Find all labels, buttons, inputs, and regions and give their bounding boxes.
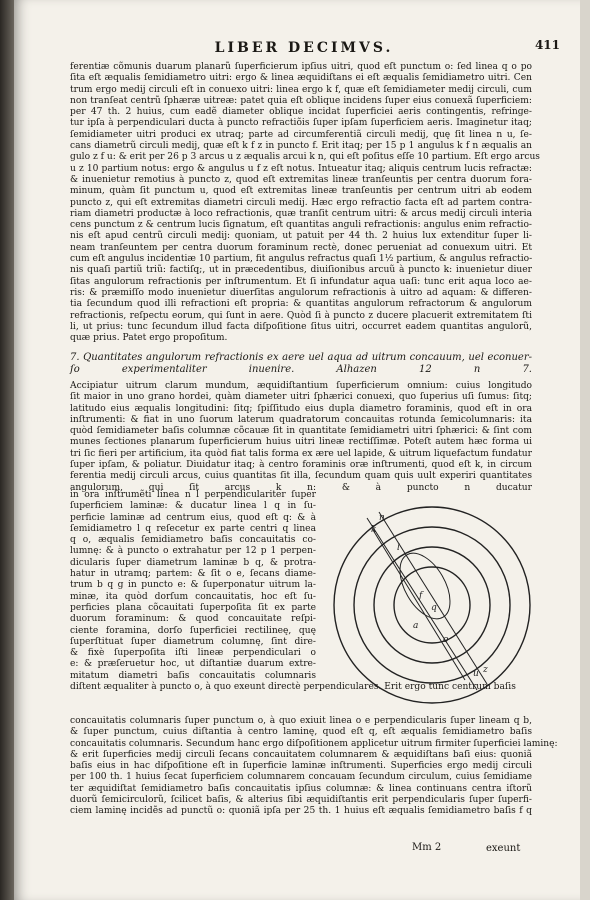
- text-line: ſuper ipſam, & poliatur. Diuidatur itaq; à centro foraminis oræ inſtrumenti, quod eſt k, in circum: [70, 460, 532, 471]
- text-line: ferentiæ cõmunis duarum planarũ ſuperficierum ipſius uitri, quod eſt punctum o: ſed linea q o po: [70, 62, 532, 72]
- text-line: li, ut prius: tunc ſecundum illud facta diſpoſitione ſitus uitri, occurret eadem quantitas angulorũ,: [70, 321, 532, 332]
- text-line: ferentia medij circuli arcus, cuius quantitas ſit illa, ſecundum quam quis uult experiri quantitates: [70, 471, 532, 482]
- text-line: ter æquidiſtat ſemidiametro baſis concauitatis ipſius columnæ: & linea continuans centra iſtorũ: [70, 783, 532, 794]
- text-line: ciem laminę incidẽs ad punctũ o: quoniã ipſa per 25 th. 1 huius eſt æqualis ſemidiametro baſis f q: [70, 806, 532, 817]
- page-number: 411: [534, 38, 560, 52]
- text-line: Accipiatur uitrum clarum mundum, æquidiſtantium ſuperficierum omnium: cuius longitudo: [70, 381, 532, 391]
- text-line: quòd ſemidiameter baſis columnæ cõcauæ ſit in quantitate ſemidiametri uitri ſphærici: & ſint com: [70, 426, 532, 437]
- text-line: cum eſt angulus incidentiæ 10 partium, fit angulus refractus quaſi 1½ partium, & angulus refractio-: [70, 254, 533, 265]
- catchword: exeunt: [486, 843, 521, 854]
- diameter-line: [367, 518, 477, 690]
- text-line: duorum foraminum: & quod concauitate reſpi-: [70, 614, 316, 625]
- text-line: diſtent æqualiter à puncto o, à quo exeunt directè perpendiculares. Erit ergo tunc centrum baſis: [70, 682, 516, 693]
- text-line: trum b q g in puncto e: & ſuperponatur uitrum la-: [70, 580, 316, 591]
- text-line: & fixè ſuperpoſita iſti lineæ perpendiculari o: [70, 648, 316, 659]
- text-line: lumnę: & à puncto o extrahatur per 12 p 1 perpen-: [70, 546, 316, 557]
- paragraph-4: [70, 716, 558, 818]
- text-line: per 47 th. 2 huius, cum eadẽ diameter oblique incidat ſuperficiei aeris contingentis, refringe-: [70, 107, 532, 118]
- book-page: [14, 0, 580, 900]
- text-line: concauitatis columnaris. Secundum hanc ergo diſpoſitionem applicetur uitrum firmiter ſuperficiei laminę:: [70, 738, 558, 749]
- text-line: e: & præſeruetur hoc, ut diſtantiæ duarum extre-: [70, 659, 316, 670]
- text-line: mitatum diametri baſis concauitatis columnaris: [70, 670, 316, 681]
- text-line: ſita eſt æqualis ſemidiametro uitri: ergo & linea æquidiſtans ei eſt æqualis ſemidiametro uitri. Cen: [70, 73, 532, 84]
- label-a: a: [413, 621, 419, 631]
- text-line: latitudo eius æqualis longitudini: ſitq; ſpiſſitudo eius dupla diametro foraminis, quod eſt in ora: [70, 403, 532, 414]
- text-line: angulorum, qui ſit arcus k n: & à puncto n ducatur: [70, 482, 532, 493]
- paragraph-2: [70, 381, 532, 494]
- label-f: f: [419, 591, 423, 601]
- text-line: refractionis, reſpectu eorum, qui ſunt in aere. Quòd ſi à puncto z ducere placuerit extremitatem ſti: [70, 310, 532, 321]
- text-line: concauitatis columnaris ſuper punctum o, à quo exiuit linea o e perpendicularis ſuper lineam q b,: [70, 716, 532, 726]
- text-line: hatur in utramq; partem: & ſit o e, ſecans diame-: [70, 569, 316, 580]
- label-l: l: [397, 543, 400, 553]
- text-line: neam tranſeuntem per centra duorum foraminum rectè, donec perueniat ad conuexum uitri. Et: [70, 242, 532, 253]
- text-line: perficies plana cõcauitati ſuperpoſita ſit ex parte: [70, 602, 316, 613]
- text-line: cens punctum z & centrum lucis ſignatum, eſt quantitas anguli refractionis: angulus enim refractio-: [70, 220, 532, 231]
- text-line: perficie laminæ ad centrum eius, quod eſt q: & à: [70, 512, 316, 523]
- label-n: n: [379, 513, 385, 523]
- text-line: tur ipſa à perpendiculari ducta à puncto refractiõis ſuper ipſam ſuperficiem aeris. Imaginetur itaq;: [70, 118, 532, 129]
- text-line: ſitas angulorum refractionis per inſtrumentum. Et ſi infundatur aqua uaſi: tunc erit aqua loco ae-: [70, 276, 532, 287]
- text-line: nis quaſi partiũ triũ: factiſq;, ut in præcedentibus, diuiſionibus arcuũ à puncto k: inuenietur diuer: [70, 265, 532, 276]
- heading-line: ſo experimentaliter inuenire. Alhazen 12 n 7.: [70, 364, 532, 375]
- concentric-circles-diagram: [327, 490, 537, 710]
- text-line: ciente foramina, dorſo ſuperficiei rectilineę, quę: [70, 625, 316, 636]
- text-line: quæ prius. Patet ergo propoſitum.: [70, 333, 228, 344]
- text-line: dicularis ſuper diametrum laminæ b q, & protra-: [70, 557, 316, 568]
- text-line: non tranſeat centrũ ſphæræ uitreæ: patet quia eſt oblique incidens ſuper eius conuexã ſuperficiem:: [70, 95, 532, 106]
- text-line: tia ſecundum quod illi refractioni eſt propria: & quantitas angulorum refractorum & angulorum: [70, 299, 532, 310]
- text-line: u z 10 partium notus: ergo & angulus u f z eſt notus. Intueatur itaq; aliquis centrum lucis refractæ:: [70, 163, 532, 174]
- book-gutter: [0, 0, 14, 900]
- label-u: u: [473, 669, 479, 679]
- paragraph-1: [70, 62, 540, 344]
- text-line: & ſuper punctum, cuius diſtantia à centro laminę, quod eſt q, eſt æqualis ſemidiametro baſis: [70, 727, 532, 738]
- text-line: q o, æqualis ſemidiametro baſis concauitatis co-: [70, 535, 316, 546]
- text-line: nis eſt apud centrũ circuli medij: quoniam, ut patuit per 44 th. 2 huius lux extenditur ſuper li-: [70, 231, 532, 242]
- text-line: ſuperficiem laminæ: & ducatur linea l q in ſu-: [70, 501, 316, 512]
- label-q: q: [431, 603, 437, 613]
- text-line: puncto z, qui eſt extremitas diametri circuli medij. Hæc ergo refractio facta eſt ad partem contra-: [70, 197, 532, 208]
- text-line: minæ, ita quòd dorſum concauitatis, hoc eſt ſu-: [70, 591, 316, 602]
- label-k: k: [371, 525, 377, 535]
- label-z: z: [483, 665, 488, 675]
- text-line: minum, quàm ſit punctum u, quod eſt extremitas lineæ tranſeuntis per centrum uitri ab eodem: [70, 186, 532, 197]
- text-line: baſis eius in hac diſpoſitione eſt in ſuperficie laminæ inſtrumenti. Superficies ergo medij circuli: [70, 761, 532, 772]
- axis-line: [373, 530, 465, 680]
- text-line: duorũ ſemicirculorũ, ſcilicet baſis, & alterius ſibi æquidiſtantis erit perpendicularis ſuper ſuperfi-: [70, 795, 532, 806]
- heading-line: 7. Quantitates angulorum refractionis ex aere uel aqua ad uitrum concauum, uel econuer-: [70, 352, 532, 363]
- text-line: cans diametrũ circuli medij, quæ eſt k f z in puncto f. Erit itaq; per 15 p 1 angulus k f n æqualis an: [70, 141, 532, 152]
- text-line: munes ſectiones planarum ſuperficierum huius uitri lineæ rectiſſimæ. Poteſt autem hæc forma ui: [70, 437, 532, 448]
- text-line: & inuenietur remotius à puncto z, quod eſt extremitas lineæ tranſeuntis per centra duorum fora-: [70, 174, 532, 185]
- paragraph-3-beside-figure: [70, 490, 516, 693]
- text-line: riam diametri productæ à loco refractionis, quæ tranſit centrum uitri: & arcus medij circuli interia: [70, 208, 532, 219]
- text-line: gulo z f u: & erit per 26 p 3 arcus u z æqualis arcui k n, qui eſt poſitus eſſe 10 partium. Eſt ergo arcus: [70, 152, 540, 163]
- label-o: o: [443, 635, 449, 645]
- proposition-heading: [70, 352, 532, 376]
- text-line: in ora inſtrumẽti linea n l perpendiculariter ſuper: [70, 490, 316, 500]
- text-line: ſit maior in uno grano hordei, quàm diameter uitri ſphærici conuexi, quo ſuperius uſi ſumus: ſitq;: [70, 392, 532, 403]
- text-line: tri ſic fieri per artificium, ita quòd fiat talis forma ex ære uel lapide, & uitrum liquefactum fundatur: [70, 448, 532, 459]
- text-line: inſtrumenti: & fiat in uno ſuorum laterum quadratorum concauitas rotunda ſemicolumnaris: ita: [70, 414, 532, 425]
- text-line: & erit ſuperficies medij circuli ſecans concauitatem columnarem & æquidiſtans baſi eius: quoniã: [70, 749, 532, 760]
- text-line: ſemidiameter uitri produci ex utraq; parte ad circumferentiã circuli medij, quę ſit linea n u, ſe-: [70, 129, 532, 140]
- text-line: ſuperſtituat ſuper diametrum columnę, ſint dire-: [70, 636, 316, 647]
- running-head: LIBER DECIMVS.: [214, 40, 394, 56]
- text-line: ris: & præmiſſo modo inuenietur diuerſitas angulorum refractionis à uitro ad aquam: & differen-: [70, 287, 532, 298]
- signature-mark: Mm 2: [412, 842, 442, 853]
- text-line: ſemidiametro l q reſecetur ex parte centri q linea: [70, 523, 316, 534]
- text-line: trum ergo medij circuli eſt in conuexo uitri: linea ergo k f, quæ eſt ſemidiameter medij circuli, cum: [70, 84, 532, 95]
- text-line: per 100 th. 1 huius ſecat ſuperficiem columnarem concauam ſecundum circulum, cuius ſemidiame: [70, 772, 532, 783]
